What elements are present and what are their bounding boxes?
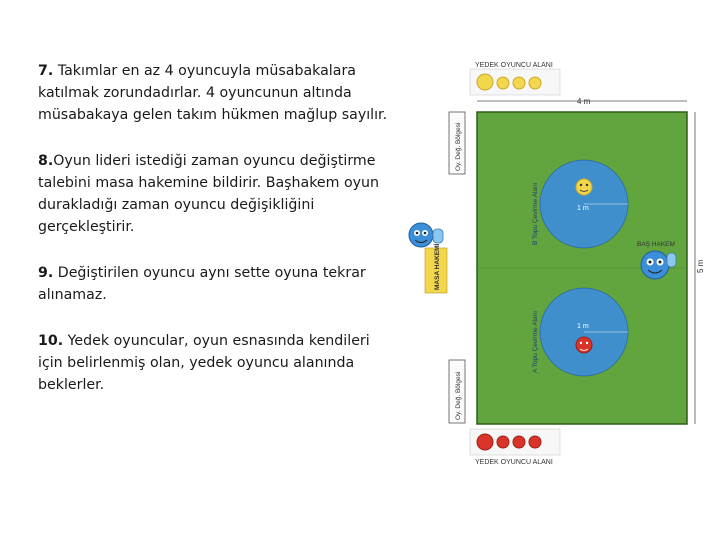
- rule-text: Oyun lideri istediği zaman oyuncu değiştirme talebini masa hakemine bildirir. Başhakem oyun durakladığı zaman oyuncu değişikliğini gerçekleştirir.: [38, 153, 380, 235]
- team-b-player-icon: [576, 179, 592, 195]
- length-label: 5 m: [696, 259, 705, 273]
- bench-bottom-label: YEDEK OYUNCU ALANI: [475, 459, 553, 466]
- sub-player-icon: [477, 434, 493, 450]
- sub-player-icon: [513, 77, 525, 89]
- rule-number: 7.: [38, 63, 54, 79]
- rule-number: 8.: [38, 153, 54, 169]
- rule-text: Takımlar en az 4 oyuncuyla müsabakalara katılmak zorundadırlar. 4 oyuncunun altında müsabakaya gelen takım hükmen mağlup sayılır.: [38, 63, 388, 123]
- rules-list: [38, 60, 388, 420]
- table-referee-label: MASA HAKEMİ: [434, 243, 441, 290]
- table-referee-icon: [409, 223, 443, 247]
- width-label: 4 m: [577, 97, 591, 106]
- circle-b-label: B Topu Çevirme Alanı: [532, 182, 539, 245]
- circle-a-label: A Topu Çevirme Alanı: [532, 310, 539, 373]
- rule-number: 9.: [38, 265, 54, 281]
- circle-b-radius-label: 1 m: [577, 205, 589, 212]
- rule-10: [38, 330, 388, 396]
- sub-player-icon: [497, 77, 509, 89]
- sub-player-icon: [497, 436, 509, 448]
- court-svg: [405, 55, 710, 470]
- court-diagram: [405, 55, 710, 470]
- sub-player-icon: [529, 77, 541, 89]
- rule-7: [38, 60, 388, 126]
- rule-text: Yedek oyuncular, oyun esnasında kendileri için belirlenmiş olan, yedek oyuncu alanında beklerler.: [38, 333, 370, 393]
- sub-zone-bottom-label: Oy. Değ. Bölgesi: [455, 371, 462, 420]
- sub-player-icon: [513, 436, 525, 448]
- rule-8: [38, 150, 388, 238]
- sub-player-icon: [477, 74, 493, 90]
- sub-player-icon: [529, 436, 541, 448]
- sub-zone-top-label: Oy. Değ. Bölgesi: [455, 122, 462, 171]
- rule-9: [38, 262, 388, 306]
- rule-text: Değiştirilen oyuncu aynı sette oyuna tekrar alınamaz.: [38, 265, 366, 303]
- circle-a-radius-label: 1 m: [577, 323, 589, 330]
- team-a-player-icon: [576, 337, 592, 353]
- bench-top-label: YEDEK OYUNCU ALANI: [475, 62, 553, 69]
- rule-number: 10.: [38, 333, 64, 349]
- head-referee-label: BAŞ HAKEM: [637, 241, 675, 248]
